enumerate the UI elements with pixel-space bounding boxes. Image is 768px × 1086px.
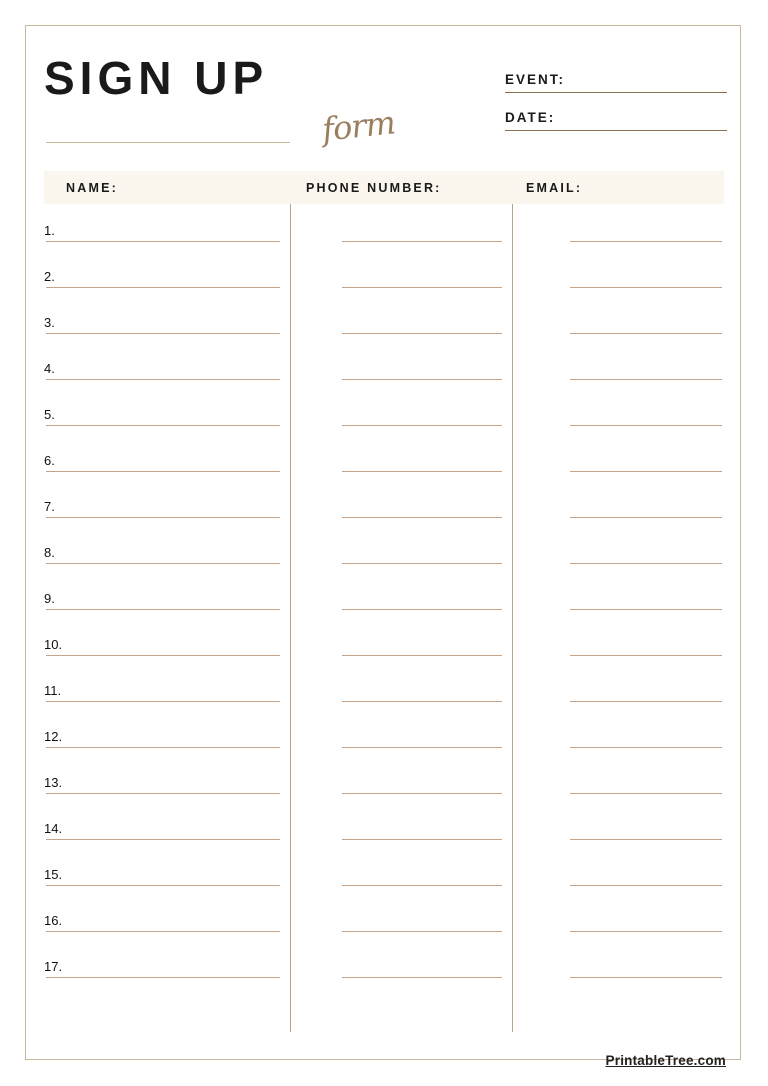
write-line (46, 379, 280, 380)
table-body (44, 204, 724, 1032)
row-number: 17. (44, 959, 63, 974)
table-row (44, 296, 724, 342)
write-line (570, 793, 722, 794)
write-line (570, 563, 722, 564)
row-number: 5. (44, 407, 55, 422)
name-cell[interactable] (44, 710, 290, 756)
email-cell[interactable] (512, 526, 724, 572)
write-line (342, 471, 502, 472)
name-cell[interactable] (44, 388, 290, 434)
phone-cell[interactable] (290, 710, 512, 756)
name-cell[interactable] (44, 204, 290, 250)
write-line (570, 379, 722, 380)
write-line (46, 885, 280, 886)
row-number: 10. (44, 637, 63, 652)
phone-cell[interactable] (290, 204, 512, 250)
email-cell[interactable] (512, 710, 724, 756)
write-line (342, 839, 502, 840)
write-line (342, 287, 502, 288)
row-number: 6. (44, 453, 55, 468)
column-header-email: EMAIL: (526, 180, 583, 195)
name-cell[interactable] (44, 572, 290, 618)
table-row (44, 618, 724, 664)
write-line (46, 701, 280, 702)
write-line (342, 563, 502, 564)
email-cell[interactable] (512, 434, 724, 480)
write-line (342, 977, 502, 978)
table-row (44, 710, 724, 756)
row-number: 12. (44, 729, 63, 744)
table-row (44, 204, 724, 250)
name-cell[interactable] (44, 526, 290, 572)
write-line (46, 517, 280, 518)
name-cell[interactable] (44, 756, 290, 802)
name-cell[interactable] (44, 894, 290, 940)
phone-cell[interactable] (290, 618, 512, 664)
name-cell[interactable] (44, 940, 290, 986)
email-cell[interactable] (512, 756, 724, 802)
write-line (342, 609, 502, 610)
row-number: 8. (44, 545, 55, 560)
row-number: 2. (44, 269, 55, 284)
write-line (570, 885, 722, 886)
table-row (44, 388, 724, 434)
table-row (44, 572, 724, 618)
table-row (44, 848, 724, 894)
table-row (44, 664, 724, 710)
write-line (46, 747, 280, 748)
phone-cell[interactable] (290, 848, 512, 894)
write-line (570, 425, 722, 426)
email-cell[interactable] (512, 250, 724, 296)
row-number: 16. (44, 913, 63, 928)
row-number: 4. (44, 361, 55, 376)
table-row (44, 802, 724, 848)
name-cell[interactable] (44, 848, 290, 894)
table-row (44, 526, 724, 572)
write-line (570, 747, 722, 748)
row-number: 14. (44, 821, 63, 836)
phone-cell[interactable] (290, 388, 512, 434)
table-row (44, 342, 724, 388)
write-line (46, 563, 280, 564)
write-line (570, 241, 722, 242)
name-cell[interactable] (44, 342, 290, 388)
write-line (570, 609, 722, 610)
write-line (46, 609, 280, 610)
write-line (570, 839, 722, 840)
table-row (44, 434, 724, 480)
email-cell[interactable] (512, 204, 724, 250)
site-credit[interactable]: PrintableTree.com (605, 1053, 726, 1068)
row-number: 15. (44, 867, 63, 882)
title-underline (46, 142, 290, 143)
write-line (342, 241, 502, 242)
email-cell[interactable] (512, 802, 724, 848)
write-line (342, 517, 502, 518)
write-line (46, 471, 280, 472)
email-cell[interactable] (512, 480, 724, 526)
write-line (570, 701, 722, 702)
row-number: 7. (44, 499, 55, 514)
write-line (342, 379, 502, 380)
write-line (342, 425, 502, 426)
document-header (44, 52, 724, 155)
write-line (46, 241, 280, 242)
phone-cell[interactable] (290, 342, 512, 388)
table-row (44, 480, 724, 526)
write-line (342, 931, 502, 932)
write-line (46, 287, 280, 288)
name-cell[interactable] (44, 664, 290, 710)
column-header-name: NAME: (66, 180, 118, 195)
write-line (46, 977, 280, 978)
name-cell[interactable] (44, 480, 290, 526)
row-number: 9. (44, 591, 55, 606)
title-block (44, 52, 404, 104)
table-row (44, 940, 724, 986)
name-cell[interactable] (44, 618, 290, 664)
phone-cell[interactable] (290, 434, 512, 480)
row-number: 13. (44, 775, 63, 790)
table-row (44, 250, 724, 296)
write-line (46, 425, 280, 426)
event-label: EVENT: (505, 72, 566, 87)
email-cell[interactable] (512, 296, 724, 342)
name-cell[interactable] (44, 296, 290, 342)
write-line (342, 747, 502, 748)
write-line (46, 839, 280, 840)
table-row (44, 894, 724, 940)
write-line (46, 333, 280, 334)
phone-cell[interactable] (290, 802, 512, 848)
write-line (46, 793, 280, 794)
phone-cell[interactable] (290, 526, 512, 572)
column-header-phone: PHONE NUMBER: (306, 180, 442, 195)
write-line (570, 517, 722, 518)
page-title: SIGN UP (44, 52, 269, 104)
signup-table (44, 171, 724, 1032)
write-line (342, 793, 502, 794)
event-field[interactable] (505, 63, 727, 93)
write-line (342, 655, 502, 656)
write-line (342, 701, 502, 702)
email-cell[interactable] (512, 388, 724, 434)
phone-cell[interactable] (290, 572, 512, 618)
phone-cell[interactable] (290, 480, 512, 526)
phone-cell[interactable] (290, 296, 512, 342)
write-line (570, 977, 722, 978)
write-line (342, 333, 502, 334)
date-field[interactable] (505, 101, 727, 131)
date-label: DATE: (505, 110, 556, 125)
name-cell[interactable] (44, 250, 290, 296)
write-line (570, 655, 722, 656)
phone-cell[interactable] (290, 940, 512, 986)
email-cell[interactable] (512, 618, 724, 664)
table-row (44, 756, 724, 802)
email-cell[interactable] (512, 894, 724, 940)
row-number: 11. (44, 683, 62, 698)
email-cell[interactable] (512, 342, 724, 388)
phone-cell[interactable] (290, 664, 512, 710)
phone-cell[interactable] (290, 894, 512, 940)
row-number: 3. (44, 315, 55, 330)
phone-cell[interactable] (290, 756, 512, 802)
row-number: 1. (44, 223, 55, 238)
name-cell[interactable] (44, 434, 290, 480)
write-line (570, 333, 722, 334)
email-cell[interactable] (512, 572, 724, 618)
write-line (570, 931, 722, 932)
write-line (570, 287, 722, 288)
write-line (570, 471, 722, 472)
write-line (342, 885, 502, 886)
table-rows (44, 204, 724, 986)
write-line (46, 655, 280, 656)
phone-cell[interactable] (290, 250, 512, 296)
meta-fields (505, 63, 727, 131)
email-cell[interactable] (512, 848, 724, 894)
name-cell[interactable] (44, 802, 290, 848)
table-header-row (44, 171, 724, 204)
write-line (46, 931, 280, 932)
email-cell[interactable] (512, 940, 724, 986)
script-subtitle: form (320, 103, 397, 149)
email-cell[interactable] (512, 664, 724, 710)
